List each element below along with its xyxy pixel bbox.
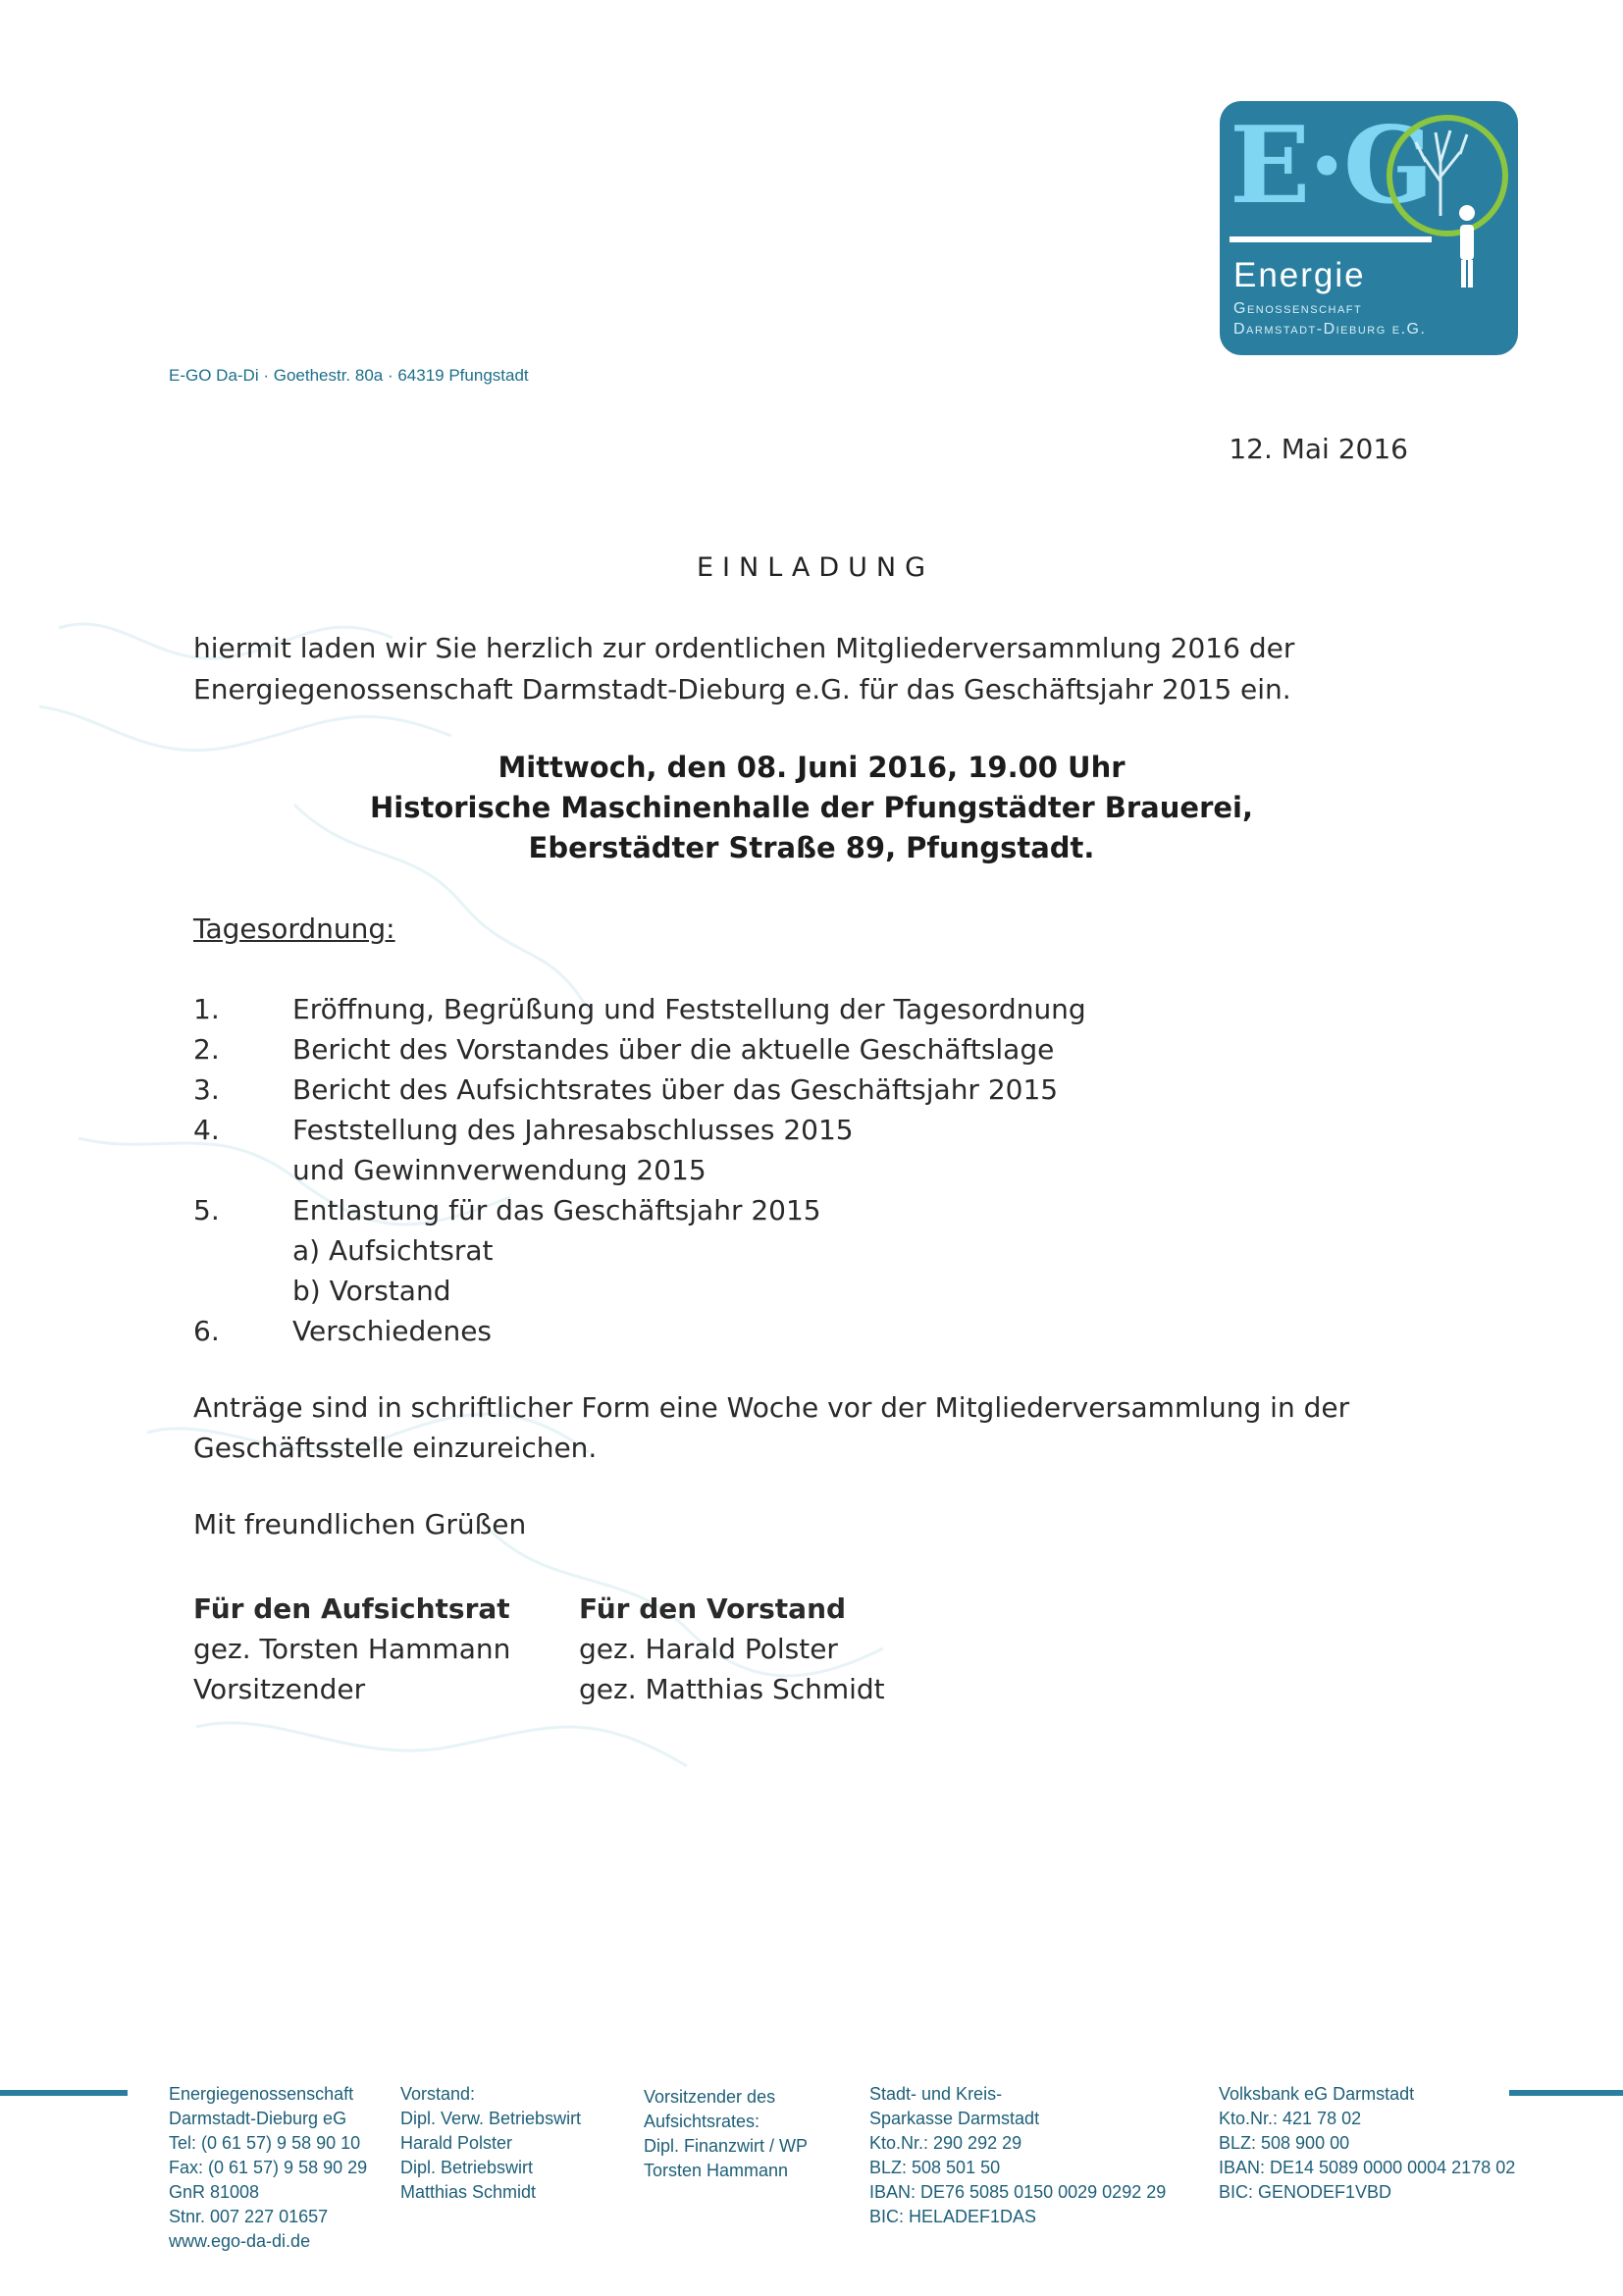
agenda-heading: Tagesordnung:: [193, 913, 395, 945]
agenda-text: Bericht des Aufsichtsrates über das Geschäftsjahr 2015: [292, 1073, 1059, 1106]
agenda-item: [193, 1311, 1420, 1351]
agenda-number: 6.: [193, 1315, 220, 1347]
footer-line: Aufsichtsrates:: [644, 2112, 760, 2131]
footer-line: Torsten Hammann: [644, 2161, 789, 2180]
logo-bar: [1230, 236, 1432, 242]
signature-supervisory-board: [193, 1589, 510, 1709]
agenda-number: 4.: [193, 1114, 220, 1146]
event-address: Eberstädter Straße 89, Pfungstadt.: [528, 831, 1095, 864]
logo-name: Energie: [1233, 256, 1366, 294]
signature-name: gez. Matthias Schmidt: [579, 1673, 885, 1705]
footer-line: BLZ: 508 501 50: [869, 2158, 1001, 2177]
footer-line: Volksbank eG Darmstadt: [1219, 2084, 1415, 2104]
footer-line: GnR 81008: [169, 2182, 260, 2202]
footer-line: IBAN: DE76 5085 0150 0029 0292 29: [869, 2182, 1167, 2202]
signature-heading: Für den Vorstand: [579, 1592, 847, 1625]
footer-line: IBAN: DE14 5089 0000 0004 2178 02: [1219, 2158, 1516, 2177]
tree-icon: [1406, 123, 1475, 216]
motions-paragraph: [193, 1387, 1420, 1468]
agenda-text: b) Vorstand: [292, 1275, 451, 1307]
footer-bank-volksbank: [1219, 2082, 1515, 2205]
footer-line: Vorsitzender des: [644, 2087, 776, 2107]
footer-bank-sparkasse: [869, 2082, 1166, 2229]
footer-board: [400, 2082, 581, 2205]
footer-line: Dipl. Verw. Betriebswirt: [400, 2109, 582, 2128]
agenda-text: Verschiedenes: [292, 1315, 493, 1347]
agenda-text: Entlastung für das Geschäftsjahr 2015: [292, 1194, 821, 1226]
agenda-item: [193, 1190, 1420, 1230]
intro-line: hiermit laden wir Sie herzlich zur ordentlichen Mitgliederversammlung 2016 der: [193, 632, 1295, 664]
footer-line: Matthias Schmidt: [400, 2182, 537, 2202]
logo-mark: E·G: [1230, 104, 1433, 228]
signature-heading: Für den Aufsichtsrat: [193, 1592, 510, 1625]
signature-role: Vorsitzender: [193, 1673, 366, 1705]
agenda-text: a) Aufsichtsrat: [292, 1234, 494, 1267]
footer-website[interactable]: www.ego-da-di.de: [169, 2231, 311, 2251]
footer-contact: [169, 2082, 367, 2254]
company-logo: [1220, 101, 1518, 355]
agenda-number: 2.: [193, 1033, 220, 1066]
agenda-number: 1.: [193, 993, 220, 1025]
agenda-text: Eröffnung, Begrüßung und Feststellung der Tagesordnung: [292, 993, 1086, 1025]
footer-line: BIC: GENODEF1VBD: [1219, 2182, 1392, 2202]
agenda-item: [193, 1271, 1420, 1311]
agenda-number: [193, 1230, 292, 1271]
footer-line: Kto.Nr.: 290 292 29: [869, 2133, 1022, 2153]
footer-line: Energiegenossenschaft: [169, 2084, 354, 2104]
agenda-item: [193, 1110, 1420, 1150]
footer-line: Dipl. Betriebswirt: [400, 2158, 534, 2177]
motions-line: Anträge sind in schriftlicher Form eine Woche vor der Mitgliederversammlung in der: [193, 1391, 1350, 1424]
agenda-number: 5.: [193, 1194, 220, 1226]
footer-line: Kto.Nr.: 421 78 02: [1219, 2109, 1362, 2128]
closing-greeting: Mit freundlichen Grüßen: [193, 1508, 527, 1540]
agenda-item: [193, 989, 1420, 1029]
event-date: Mittwoch, den 08. Juni 2016, 19.00 Uhr: [497, 751, 1126, 784]
footer-line: Stadt- und Kreis-: [869, 2084, 1003, 2104]
footer-rule-left: [0, 2090, 128, 2096]
signature-name: gez. Harald Polster: [579, 1633, 838, 1665]
signature-name: gez. Torsten Hammann: [193, 1633, 511, 1665]
event-details: [193, 748, 1430, 868]
footer-line: BIC: HELADEF1DAS: [869, 2207, 1037, 2226]
sender-address: E-GO Da-Di · Goethestr. 80a · 64319 Pfungstadt: [169, 366, 529, 385]
footer-line: Vorstand:: [400, 2084, 476, 2104]
footer-line: Stnr. 007 227 01657: [169, 2207, 329, 2226]
footer-line: Tel: (0 61 57) 9 58 90 10: [169, 2133, 361, 2153]
agenda-number: [193, 1150, 292, 1190]
letter-date: 12. Mai 2016: [1229, 433, 1408, 465]
footer-line: BLZ: 508 900 00: [1219, 2133, 1350, 2153]
agenda-text: Feststellung des Jahresabschlusses 2015: [292, 1114, 854, 1146]
footer-line: Sparkasse Darmstadt: [869, 2109, 1040, 2128]
intro-paragraph: [193, 628, 1390, 710]
agenda-item: [193, 1150, 1420, 1190]
footer-rule-right: [1509, 2090, 1623, 2096]
event-venue: Historische Maschinenhalle der Pfungstädter Brauerei,: [370, 791, 1253, 824]
agenda-item: [193, 1029, 1420, 1070]
footer-chair: [644, 2085, 808, 2183]
document-title: EINLADUNG: [697, 552, 935, 583]
logo-subtitle-2: Darmstadt-Dieburg e.G.: [1233, 321, 1427, 338]
logo-subtitle-1: Genossenschaft: [1233, 300, 1363, 317]
agenda-text: und Gewinnverwendung 2015: [292, 1154, 707, 1186]
agenda-number: 3.: [193, 1073, 220, 1106]
motions-line: Geschäftsstelle einzureichen.: [193, 1432, 598, 1464]
footer-line: Harald Polster: [400, 2133, 513, 2153]
agenda-list: [193, 989, 1420, 1351]
footer-line: Fax: (0 61 57) 9 58 90 29: [169, 2158, 368, 2177]
signature-board: [579, 1589, 885, 1709]
footer-line: Darmstadt-Dieburg eG: [169, 2109, 347, 2128]
footer-line: Dipl. Finanzwirt / WP: [644, 2136, 809, 2156]
agenda-text: Bericht des Vorstandes über die aktuelle Geschäftslage: [292, 1033, 1055, 1066]
person-icon: [1447, 203, 1487, 289]
agenda-item: [193, 1230, 1420, 1271]
intro-line: Energiegenossenschaft Darmstadt-Dieburg e.G. für das Geschäftsjahr 2015 ein.: [193, 673, 1291, 705]
agenda-number: [193, 1271, 292, 1311]
agenda-item: [193, 1070, 1420, 1110]
